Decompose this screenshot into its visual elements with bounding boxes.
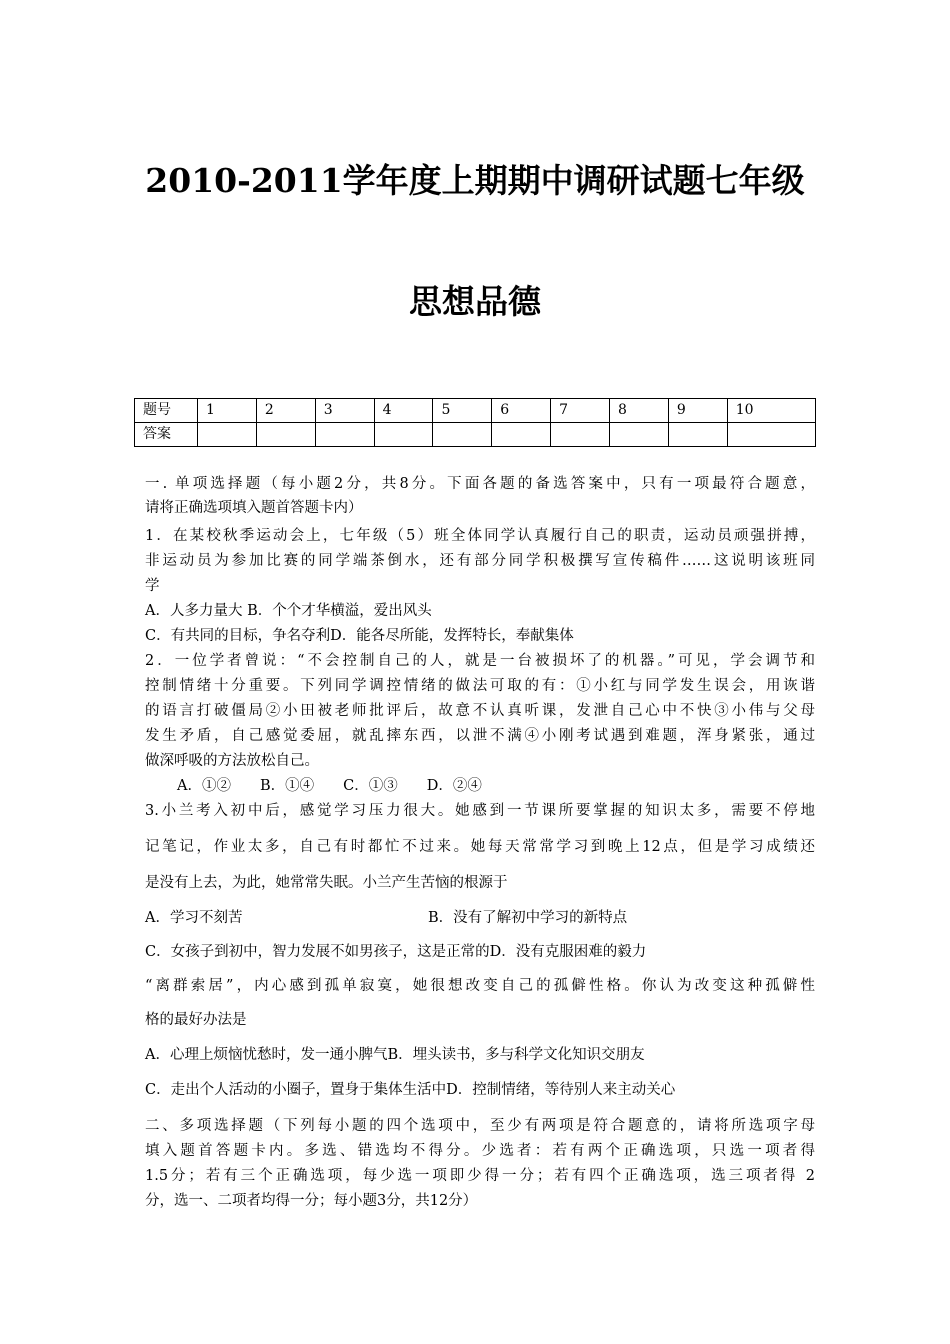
answer-cell[interactable] — [610, 423, 669, 447]
page-subtitle: 思想品德 — [409, 282, 541, 321]
question-2-text: 控制情绪十分重要。下列同学调控情绪的做法可取的有：①小红与同学发生误会，用诙谐 — [145, 678, 815, 694]
question-1-options: C．有共同的目标，争名夺利D．能各尽所能，发挥特长，奉献集体 — [145, 628, 574, 644]
question-4-options: A．心理上烦恼忧愁时，发一通小脾气B．埋头读书，多与科学文化知识交朋友 — [145, 1047, 645, 1063]
question-number-cell: 6 — [492, 399, 551, 423]
section2-heading-line: 分，选一、二项者均得一分；每小题3分，共12分） — [145, 1193, 478, 1209]
question-3-option-a: A．学习不刻苦 — [145, 910, 243, 926]
answer-table — [134, 398, 816, 447]
answer-row — [135, 423, 816, 447]
answer-label: 答案 — [135, 423, 198, 447]
question-1-text: 非运动员为参加比赛的同学端茶倒水，还有部分同学积极撰写宣传稿件……这说明该班同 — [145, 553, 815, 569]
question-number-cell: 10 — [727, 399, 815, 423]
question-4-options: C．走出个人活动的小圈子，置身于集体生活中D．控制情绪，等待别人来主动关心 — [145, 1082, 676, 1098]
section2-heading-line: 填入题首答题卡内。多选、错选均不得分。少选者：若有两个正确选项，只选一项者得 — [145, 1143, 815, 1159]
question-3-options-ab — [145, 906, 815, 927]
question-number-cell: 7 — [551, 399, 610, 423]
question-number-cell: 1 — [198, 399, 257, 423]
question-3-text: 记笔记，作业太多，自己有时都忙不过来。她每天常常学习到晚上12点，但是学习成绩还 — [145, 839, 815, 855]
question-1-text: 1．在某校秋季运动会上，七年级（5）班全体同学认真履行自己的职责，运动员顽强拼搏， — [145, 528, 815, 544]
question-number-label: 题号 — [135, 399, 198, 423]
question-number-cell: 2 — [256, 399, 315, 423]
section1-heading-line: 请将正确选项填入题首答题卡内） — [145, 500, 363, 516]
question-3-option-b: B．没有了解初中学习的新特点 — [428, 910, 628, 926]
question-2-options: A．①② B．①④ C．①③ D．②④ — [177, 778, 482, 794]
question-2-text: 发生矛盾，自己感觉委屈，就乱摔东西，以泄不满④小刚考试遇到难题，浑身紧张，通过 — [145, 728, 815, 744]
question-2-text: 2．一位学者曾说：“不会控制自己的人，就是一台被损坏了的机器。”可见，学会调节和 — [145, 653, 815, 669]
question-number-cell: 9 — [668, 399, 727, 423]
question-1-text: 学 — [145, 578, 160, 594]
answer-cell[interactable] — [315, 423, 374, 447]
question-1-options: A．人多力量大 B．个个才华横溢，爱出风头 — [145, 603, 432, 619]
question-3-options-cd: C．女孩子到初中，智力发展不如男孩子，这是正常的D．没有克服困难的毅力 — [145, 944, 647, 960]
answer-cell[interactable] — [668, 423, 727, 447]
question-4-text: 格的最好办法是 — [145, 1012, 247, 1028]
question-number-cell: 5 — [433, 399, 492, 423]
answer-cell[interactable] — [551, 423, 610, 447]
page-title: 2010-2011学年度上期期中调研试题七年级 — [145, 161, 805, 200]
question-3-text: 是没有上去，为此，她常常失眠。小兰产生苦恼的根源于 — [145, 875, 508, 891]
question-number-row — [135, 399, 816, 423]
question-4-text: “离群索居”，内心感到孤单寂寞，她很想改变自己的孤僻性格。你认为改变这种孤僻性 — [145, 978, 815, 994]
question-2-text: 的语言打破僵局②小田被老师批评后，故意不认真听课，发泄自己心中不快③小伟与父母 — [145, 703, 815, 719]
answer-cell[interactable] — [492, 423, 551, 447]
question-number-cell: 4 — [374, 399, 433, 423]
answer-cell[interactable] — [374, 423, 433, 447]
question-number-cell: 8 — [610, 399, 669, 423]
question-3-text: 3.小兰考入初中后，感觉学习压力很大。她感到一节课所要掌握的知识太多，需要不停地 — [145, 803, 815, 819]
section1-heading-line: 一. 单项选择题（每小题2分，共8分。下面各题的备选答案中，只有一项最符合题意， — [145, 476, 815, 492]
section2-heading-line: 二、多项选择题（下列每小题的四个选项中，至少有两项是符合题意的，请将所选项字母 — [145, 1118, 815, 1134]
answer-cell[interactable] — [198, 423, 257, 447]
question-number-cell: 3 — [315, 399, 374, 423]
section2-heading-line: 1.5分；若有三个正确选项，每少选一项即少得一分；若有四个正确选项，选三项者得 2 — [145, 1168, 815, 1184]
question-2-text: 做深呼吸的方法放松自己。 — [145, 753, 319, 769]
answer-cell[interactable] — [727, 423, 815, 447]
answer-cell[interactable] — [256, 423, 315, 447]
answer-cell[interactable] — [433, 423, 492, 447]
